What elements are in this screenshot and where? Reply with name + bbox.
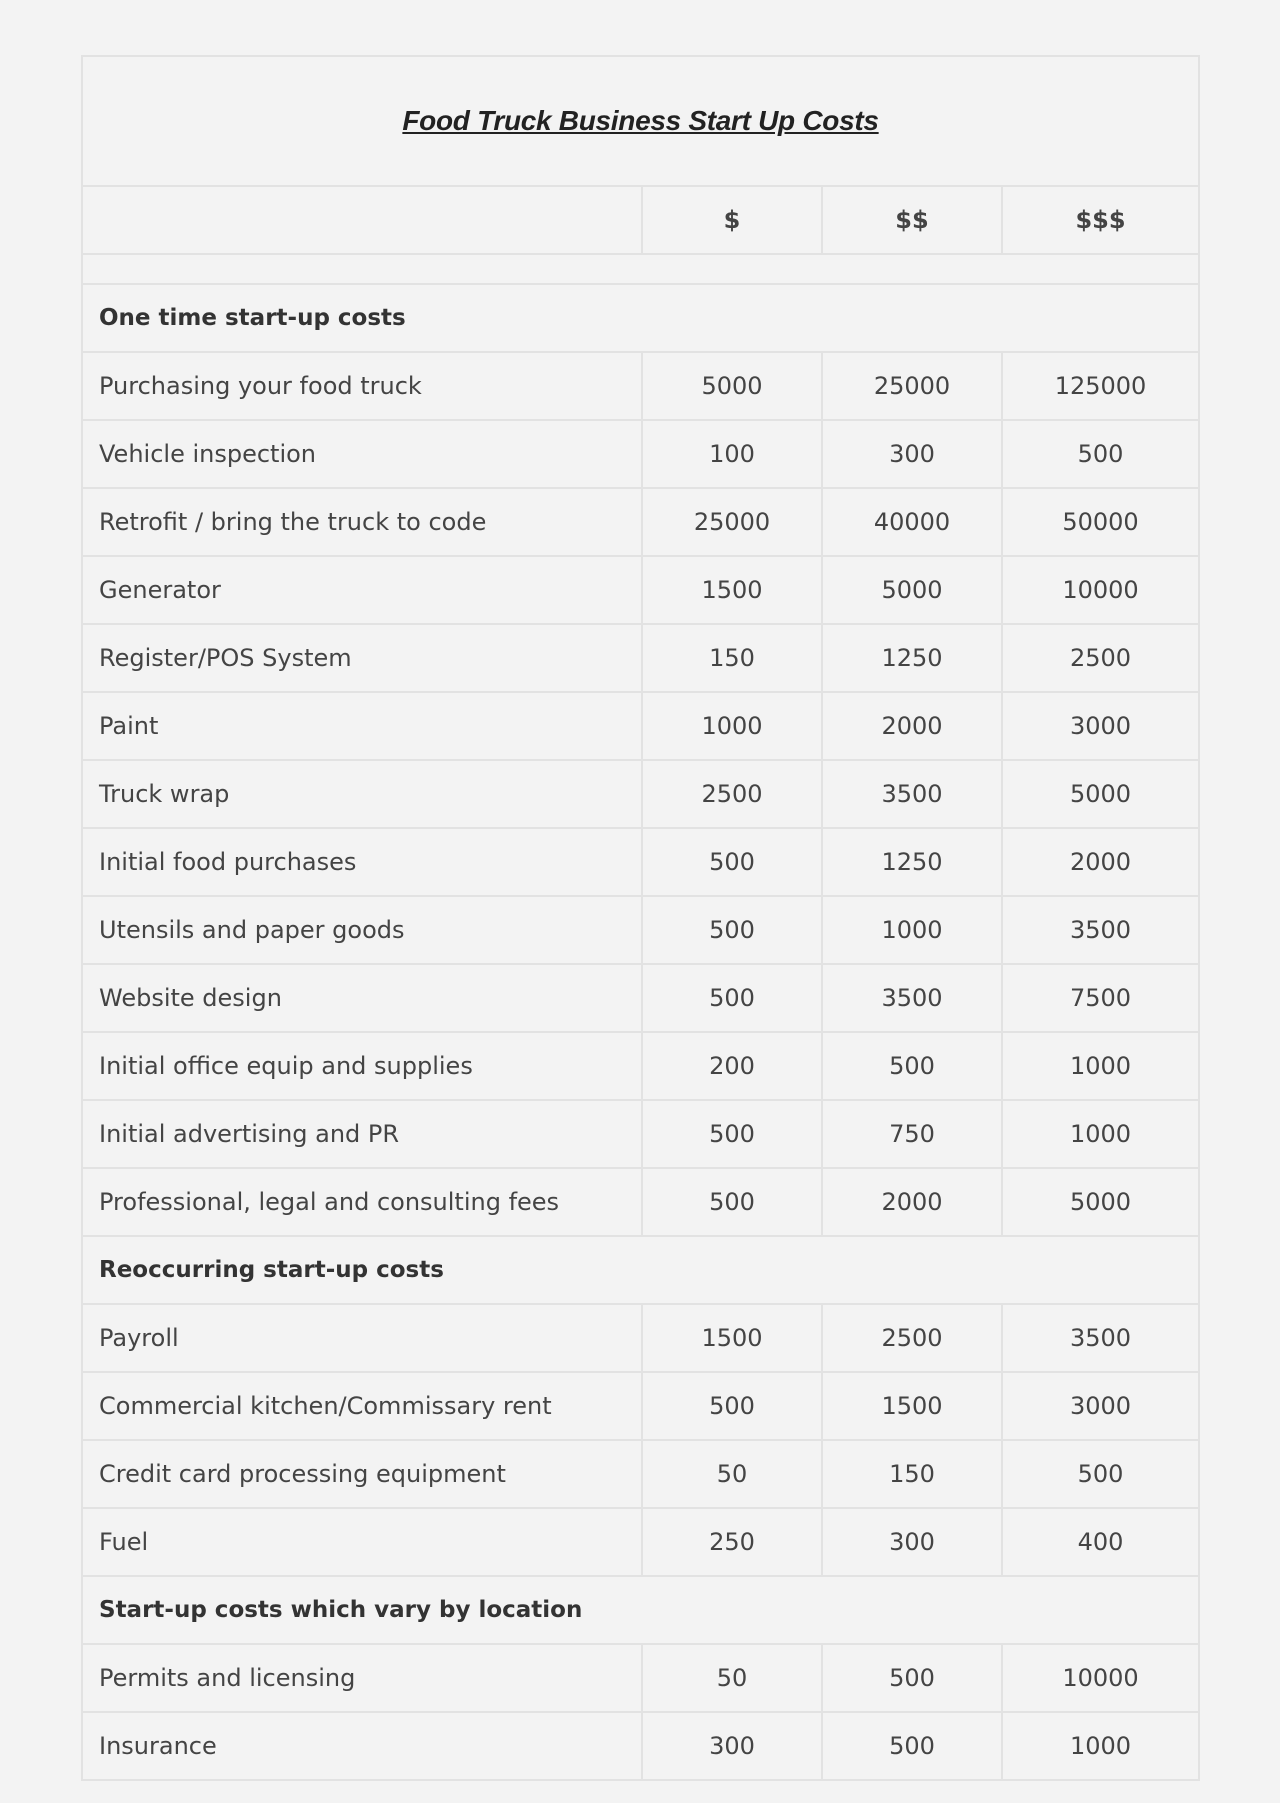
row-label: Payroll (82, 1304, 642, 1372)
cost-value-cell: 2500 (1002, 624, 1199, 692)
row-label: Commercial kitchen/Commissary rent (82, 1372, 642, 1440)
table-row (82, 1712, 1199, 1780)
table-title: Food Truck Business Start Up Costs (402, 105, 879, 136)
table-row (82, 1372, 1199, 1440)
cost-value-cell: 1500 (642, 556, 822, 624)
cost-value-cell: 40000 (822, 488, 1002, 556)
row-label: Initial office equip and supplies (82, 1032, 642, 1100)
spacer-cell (82, 254, 1199, 284)
row-label: Insurance (82, 1712, 642, 1780)
table-row (82, 1508, 1199, 1576)
header-cell-high-cost: $$$ (1002, 186, 1199, 254)
spacer-row (82, 254, 1199, 284)
cost-value-cell: 500 (822, 1712, 1002, 1780)
cost-value-cell: 2000 (822, 1168, 1002, 1236)
cost-value-cell: 150 (642, 624, 822, 692)
section-row (82, 284, 1199, 352)
cost-value-cell: 50 (642, 1440, 822, 1508)
cost-value-cell: 25000 (822, 352, 1002, 420)
header-label-cell (82, 186, 642, 254)
table-row (82, 964, 1199, 1032)
cost-value-cell: 2500 (642, 760, 822, 828)
row-label: Utensils and paper goods (82, 896, 642, 964)
cost-value-cell: 10000 (1002, 1644, 1199, 1712)
row-label: Register/POS System (82, 624, 642, 692)
row-label: Initial food purchases (82, 828, 642, 896)
row-label: Generator (82, 556, 642, 624)
table-row (82, 828, 1199, 896)
section-heading: Start-up costs which vary by location (82, 1576, 1199, 1644)
title-row (82, 56, 1199, 186)
cost-value-cell: 300 (642, 1712, 822, 1780)
cost-value-cell: 300 (822, 420, 1002, 488)
cost-value-cell: 500 (642, 896, 822, 964)
header-row (82, 186, 1199, 254)
cost-value-cell: 3500 (1002, 1304, 1199, 1372)
table-row (82, 692, 1199, 760)
section-heading: One time start-up costs (82, 284, 1199, 352)
cost-value-cell: 10000 (1002, 556, 1199, 624)
table-row (82, 1100, 1199, 1168)
cost-value-cell: 3000 (1002, 1372, 1199, 1440)
cost-value-cell: 2000 (822, 692, 1002, 760)
cost-value-cell: 500 (1002, 420, 1199, 488)
cost-value-cell: 1000 (822, 896, 1002, 964)
header-cell-mid-cost: $$ (822, 186, 1002, 254)
cost-table (81, 55, 1200, 1781)
cost-value-cell: 5000 (822, 556, 1002, 624)
table-row (82, 1168, 1199, 1236)
cost-value-cell: 50 (642, 1644, 822, 1712)
table-row (82, 488, 1199, 556)
section-heading: Reoccurring start-up costs (82, 1236, 1199, 1304)
cost-value-cell: 1000 (1002, 1032, 1199, 1100)
title-cell (82, 56, 1199, 186)
cost-value-cell: 1500 (642, 1304, 822, 1372)
cost-value-cell: 5000 (1002, 760, 1199, 828)
cost-value-cell: 1500 (822, 1372, 1002, 1440)
row-label: Purchasing your food truck (82, 352, 642, 420)
cost-value-cell: 250 (642, 1508, 822, 1576)
cost-value-cell: 3500 (1002, 896, 1199, 964)
cost-value-cell: 500 (642, 828, 822, 896)
table-row (82, 1304, 1199, 1372)
table-row (82, 556, 1199, 624)
cost-value-cell: 3500 (822, 760, 1002, 828)
table-row (82, 760, 1199, 828)
cost-value-cell: 2000 (1002, 828, 1199, 896)
cost-value-cell: 3500 (822, 964, 1002, 1032)
cost-value-cell: 1000 (1002, 1100, 1199, 1168)
table-row (82, 1644, 1199, 1712)
table-row (82, 420, 1199, 488)
table-row (82, 1032, 1199, 1100)
row-label: Paint (82, 692, 642, 760)
row-label: Credit card processing equipment (82, 1440, 642, 1508)
cost-value-cell: 2500 (822, 1304, 1002, 1372)
cost-value-cell: 1000 (1002, 1712, 1199, 1780)
row-label: Initial advertising and PR (82, 1100, 642, 1168)
table-row (82, 352, 1199, 420)
cost-value-cell: 500 (642, 1168, 822, 1236)
cost-value-cell: 100 (642, 420, 822, 488)
cost-value-cell: 750 (822, 1100, 1002, 1168)
cost-value-cell: 300 (822, 1508, 1002, 1576)
cost-value-cell: 500 (1002, 1440, 1199, 1508)
section-row (82, 1236, 1199, 1304)
cost-value-cell: 200 (642, 1032, 822, 1100)
header-cell-low-cost: $ (642, 186, 822, 254)
row-label: Fuel (82, 1508, 642, 1576)
table-row (82, 896, 1199, 964)
cost-value-cell: 5000 (1002, 1168, 1199, 1236)
cost-value-cell: 50000 (1002, 488, 1199, 556)
row-label: Vehicle inspection (82, 420, 642, 488)
table-row (82, 1440, 1199, 1508)
cost-value-cell: 500 (822, 1032, 1002, 1100)
cost-value-cell: 500 (642, 1372, 822, 1440)
cost-value-cell: 500 (642, 964, 822, 1032)
cost-value-cell: 1250 (822, 624, 1002, 692)
cost-value-cell: 500 (822, 1644, 1002, 1712)
table-row (82, 624, 1199, 692)
row-label: Permits and licensing (82, 1644, 642, 1712)
row-label: Retrofit / bring the truck to code (82, 488, 642, 556)
row-label: Professional, legal and consulting fees (82, 1168, 642, 1236)
section-row (82, 1576, 1199, 1644)
cost-value-cell: 1250 (822, 828, 1002, 896)
cost-value-cell: 400 (1002, 1508, 1199, 1576)
cost-value-cell: 500 (642, 1100, 822, 1168)
cost-value-cell: 150 (822, 1440, 1002, 1508)
cost-value-cell: 3000 (1002, 692, 1199, 760)
row-label: Truck wrap (82, 760, 642, 828)
cost-value-cell: 125000 (1002, 352, 1199, 420)
cost-value-cell: 25000 (642, 488, 822, 556)
cost-value-cell: 5000 (642, 352, 822, 420)
cost-value-cell: 1000 (642, 692, 822, 760)
cost-value-cell: 7500 (1002, 964, 1199, 1032)
row-label: Website design (82, 964, 642, 1032)
